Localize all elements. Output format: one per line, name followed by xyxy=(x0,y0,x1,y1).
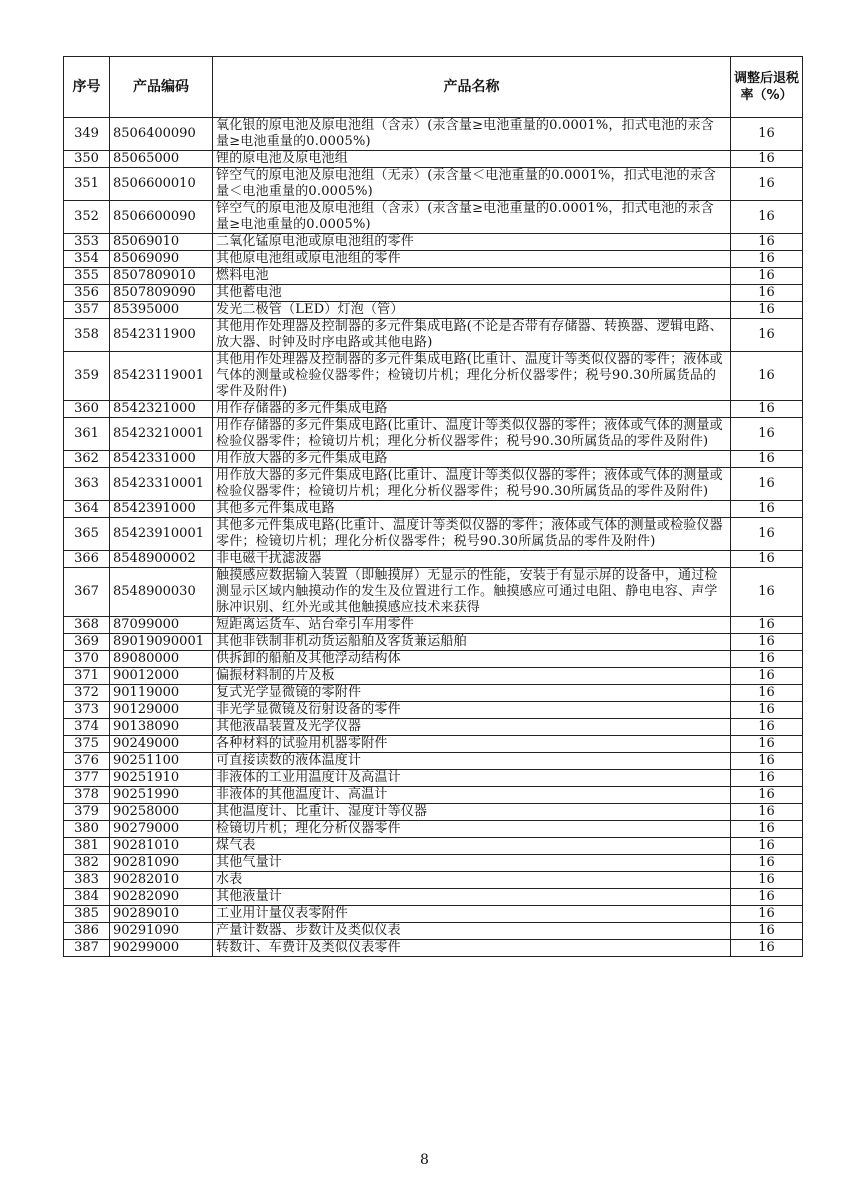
row-seq: 375 xyxy=(64,736,110,753)
row-rate: 16 xyxy=(731,352,803,401)
row-seq: 372 xyxy=(64,685,110,702)
row-name: 锌空气的原电池及原电池组（无汞）(汞含量＜电池重量的0.0001%，扣式电池的汞含量＜电池重量的0.0005%) xyxy=(213,168,731,201)
table-row xyxy=(64,268,803,285)
row-code: 90282090 xyxy=(110,889,213,906)
table-row xyxy=(64,702,803,719)
row-code: 90258000 xyxy=(110,804,213,821)
row-seq: 370 xyxy=(64,651,110,668)
row-rate: 16 xyxy=(731,821,803,838)
row-name: 水表 xyxy=(213,872,731,889)
table-row xyxy=(64,838,803,855)
row-rate: 16 xyxy=(731,702,803,719)
row-rate: 16 xyxy=(731,401,803,418)
row-seq: 354 xyxy=(64,251,110,268)
table-row xyxy=(64,501,803,518)
row-name: 其他用作处理器及控制器的多元件集成电路(不论是否带有存储器、转换器、逻辑电路、放大器、时钟及时序电路或其他电路) xyxy=(213,319,731,352)
row-name: 产量计数器、步数计及类似仪表 xyxy=(213,923,731,940)
row-rate: 16 xyxy=(731,719,803,736)
table-row xyxy=(64,518,803,551)
row-code: 8506400090 xyxy=(110,118,213,151)
row-rate: 16 xyxy=(731,889,803,906)
table-row xyxy=(64,872,803,889)
row-seq: 379 xyxy=(64,804,110,821)
row-code: 87099000 xyxy=(110,617,213,634)
row-rate: 16 xyxy=(731,551,803,568)
table-row xyxy=(64,234,803,251)
row-code: 85423910001 xyxy=(110,518,213,551)
table-row xyxy=(64,201,803,234)
row-rate: 16 xyxy=(731,268,803,285)
row-code: 90251100 xyxy=(110,753,213,770)
row-code: 8542331000 xyxy=(110,451,213,468)
header-rate: 调整后退税率（%） xyxy=(731,57,803,118)
row-code: 8548900030 xyxy=(110,568,213,617)
table-row xyxy=(64,418,803,451)
row-rate: 16 xyxy=(731,651,803,668)
row-code: 8542321000 xyxy=(110,401,213,418)
row-seq: 357 xyxy=(64,302,110,319)
row-code: 89019090001 xyxy=(110,634,213,651)
row-rate: 16 xyxy=(731,568,803,617)
row-name: 二氧化锰原电池或原电池组的零件 xyxy=(213,234,731,251)
row-rate: 16 xyxy=(731,668,803,685)
row-rate: 16 xyxy=(731,923,803,940)
row-code: 85395000 xyxy=(110,302,213,319)
table-row xyxy=(64,668,803,685)
row-name: 检镜切片机；理化分析仪器零件 xyxy=(213,821,731,838)
row-rate: 16 xyxy=(731,201,803,234)
row-name: 其他液晶装置及光学仪器 xyxy=(213,719,731,736)
row-name: 工业用计量仪表零附件 xyxy=(213,906,731,923)
table-row xyxy=(64,940,803,957)
row-name: 其他多元件集成电路 xyxy=(213,501,731,518)
table-row xyxy=(64,685,803,702)
row-rate: 16 xyxy=(731,872,803,889)
row-rate: 16 xyxy=(731,468,803,501)
row-code: 89080000 xyxy=(110,651,213,668)
row-name: 其他原电池组或原电池组的零件 xyxy=(213,251,731,268)
row-rate: 16 xyxy=(731,804,803,821)
row-rate: 16 xyxy=(731,151,803,168)
row-name: 燃料电池 xyxy=(213,268,731,285)
row-rate: 16 xyxy=(731,251,803,268)
row-name: 用作放大器的多元件集成电路(比重计、温度计等类似仪器的零件；液体或气体的测量或检验仪器零件；检镜切片机；理化分析仪器零件；税号90.30所属货品的零件及附件) xyxy=(213,468,731,501)
row-rate: 16 xyxy=(731,118,803,151)
header-name: 产品名称 xyxy=(213,57,731,118)
row-seq: 376 xyxy=(64,753,110,770)
header-seq: 序号 xyxy=(64,57,110,118)
row-seq: 371 xyxy=(64,668,110,685)
table-row xyxy=(64,551,803,568)
table-row xyxy=(64,719,803,736)
row-rate: 16 xyxy=(731,736,803,753)
row-code: 90012000 xyxy=(110,668,213,685)
row-name: 其他温度计、比重计、湿度计等仪器 xyxy=(213,804,731,821)
row-seq: 367 xyxy=(64,568,110,617)
table-row xyxy=(64,451,803,468)
row-rate: 16 xyxy=(731,770,803,787)
row-rate: 16 xyxy=(731,418,803,451)
table-row xyxy=(64,285,803,302)
row-code: 90251910 xyxy=(110,770,213,787)
row-seq: 382 xyxy=(64,855,110,872)
row-name: 短距离运货车、站台牵引车用零件 xyxy=(213,617,731,634)
row-rate: 16 xyxy=(731,906,803,923)
table-header-row xyxy=(64,57,803,118)
row-seq: 378 xyxy=(64,787,110,804)
row-rate: 16 xyxy=(731,617,803,634)
row-seq: 380 xyxy=(64,821,110,838)
row-code: 85423210001 xyxy=(110,418,213,451)
row-rate: 16 xyxy=(731,940,803,957)
tariff-table xyxy=(63,56,803,957)
row-rate: 16 xyxy=(731,753,803,770)
table-row xyxy=(64,736,803,753)
table-row xyxy=(64,118,803,151)
table-row xyxy=(64,468,803,501)
row-rate: 16 xyxy=(731,302,803,319)
row-name: 用作存储器的多元件集成电路(比重计、温度计等类似仪器的零件；液体或气体的测量或检验仪器零件；检镜切片机；理化分析仪器零件；税号90.30所属货品的零件及附件) xyxy=(213,418,731,451)
row-name: 非液体的其他温度计、高温计 xyxy=(213,787,731,804)
row-name: 非光学显微镜及衍射设备的零件 xyxy=(213,702,731,719)
row-name: 煤气表 xyxy=(213,838,731,855)
row-seq: 355 xyxy=(64,268,110,285)
table-row xyxy=(64,889,803,906)
row-seq: 368 xyxy=(64,617,110,634)
table-row xyxy=(64,804,803,821)
row-code: 90282010 xyxy=(110,872,213,889)
row-name: 各种材料的试验用机器零附件 xyxy=(213,736,731,753)
row-rate: 16 xyxy=(731,319,803,352)
row-rate: 16 xyxy=(731,285,803,302)
row-seq: 386 xyxy=(64,923,110,940)
table-row xyxy=(64,151,803,168)
row-name: 复式光学显微镜的零附件 xyxy=(213,685,731,702)
row-seq: 373 xyxy=(64,702,110,719)
table-row xyxy=(64,923,803,940)
row-seq: 360 xyxy=(64,401,110,418)
row-code: 8507809090 xyxy=(110,285,213,302)
row-seq: 361 xyxy=(64,418,110,451)
row-code: 85069010 xyxy=(110,234,213,251)
table-row xyxy=(64,401,803,418)
row-seq: 369 xyxy=(64,634,110,651)
row-code: 8506600010 xyxy=(110,168,213,201)
table-row xyxy=(64,770,803,787)
row-name: 非电磁干扰滤波器 xyxy=(213,551,731,568)
row-name: 触摸感应数据输入装置（即触摸屏）无显示的性能，安装于有显示屏的设备中，通过检测显示区域内触摸动作的发生及位置进行工作。触摸感应可通过电阻、静电电容、声学脉冲识别、红外光或其他触摸感应技术来获得 xyxy=(213,568,731,617)
row-rate: 16 xyxy=(731,838,803,855)
table-row xyxy=(64,753,803,770)
page-number: 8 xyxy=(420,1152,429,1168)
row-name: 用作存储器的多元件集成电路 xyxy=(213,401,731,418)
row-seq: 351 xyxy=(64,168,110,201)
row-code: 8542311900 xyxy=(110,319,213,352)
row-seq: 366 xyxy=(64,551,110,568)
table-row xyxy=(64,634,803,651)
row-name: 其他非铁制非机动货运船舶及客货兼运船舶 xyxy=(213,634,731,651)
row-rate: 16 xyxy=(731,855,803,872)
row-name: 发光二极管（LED）灯泡（管） xyxy=(213,302,731,319)
row-code: 90299000 xyxy=(110,940,213,957)
table-row xyxy=(64,787,803,804)
row-name: 其他蓄电池 xyxy=(213,285,731,302)
row-seq: 364 xyxy=(64,501,110,518)
row-seq: 359 xyxy=(64,352,110,401)
row-name: 锌空气的原电池及原电池组（含汞）(汞含量≥电池重量的0.0001%，扣式电池的汞含量≥电池重量的0.0005%) xyxy=(213,201,731,234)
table-row xyxy=(64,319,803,352)
row-name: 其他液量计 xyxy=(213,889,731,906)
row-code: 8548900002 xyxy=(110,551,213,568)
row-rate: 16 xyxy=(731,451,803,468)
row-seq: 350 xyxy=(64,151,110,168)
row-code: 85423119001 xyxy=(110,352,213,401)
row-code: 90291090 xyxy=(110,923,213,940)
row-code: 90138090 xyxy=(110,719,213,736)
row-seq: 363 xyxy=(64,468,110,501)
row-name: 偏振材料制的片及板 xyxy=(213,668,731,685)
table-row xyxy=(64,168,803,201)
row-seq: 349 xyxy=(64,118,110,151)
table-row xyxy=(64,821,803,838)
row-code: 90281010 xyxy=(110,838,213,855)
row-seq: 385 xyxy=(64,906,110,923)
row-seq: 377 xyxy=(64,770,110,787)
row-seq: 352 xyxy=(64,201,110,234)
table-row xyxy=(64,251,803,268)
row-seq: 362 xyxy=(64,451,110,468)
table-body xyxy=(64,118,803,957)
table-row xyxy=(64,568,803,617)
row-name: 氧化银的原电池及原电池组（含汞）(汞含量≥电池重量的0.0001%，扣式电池的汞含量≥电池重量的0.0005%) xyxy=(213,118,731,151)
row-code: 90119000 xyxy=(110,685,213,702)
row-code: 90281090 xyxy=(110,855,213,872)
row-name: 转数计、车费计及类似仪表零件 xyxy=(213,940,731,957)
row-name: 可直接读数的液体温度计 xyxy=(213,753,731,770)
row-rate: 16 xyxy=(731,168,803,201)
row-code: 90289010 xyxy=(110,906,213,923)
row-seq: 356 xyxy=(64,285,110,302)
row-code: 85065000 xyxy=(110,151,213,168)
row-seq: 353 xyxy=(64,234,110,251)
table-row xyxy=(64,651,803,668)
row-code: 90249000 xyxy=(110,736,213,753)
row-code: 8507809010 xyxy=(110,268,213,285)
header-code: 产品编码 xyxy=(110,57,213,118)
row-rate: 16 xyxy=(731,685,803,702)
row-seq: 383 xyxy=(64,872,110,889)
row-rate: 16 xyxy=(731,518,803,551)
row-seq: 381 xyxy=(64,838,110,855)
row-seq: 374 xyxy=(64,719,110,736)
table-row xyxy=(64,302,803,319)
table-row xyxy=(64,906,803,923)
row-code: 90251990 xyxy=(110,787,213,804)
row-code: 85423310001 xyxy=(110,468,213,501)
row-code: 8542391000 xyxy=(110,501,213,518)
row-rate: 16 xyxy=(731,501,803,518)
row-code: 8506600090 xyxy=(110,201,213,234)
table-row xyxy=(64,855,803,872)
row-name: 其他用作处理器及控制器的多元件集成电路(比重计、温度计等类似仪器的零件；液体或气体的测量或检验仪器零件；检镜切片机；理化分析仪器零件；税号90.30所属货品的零件及附件) xyxy=(213,352,731,401)
row-seq: 387 xyxy=(64,940,110,957)
row-seq: 365 xyxy=(64,518,110,551)
row-rate: 16 xyxy=(731,234,803,251)
row-code: 85069090 xyxy=(110,251,213,268)
row-name: 用作放大器的多元件集成电路 xyxy=(213,451,731,468)
row-seq: 358 xyxy=(64,319,110,352)
row-name: 非液体的工业用温度计及高温计 xyxy=(213,770,731,787)
table-row xyxy=(64,617,803,634)
row-rate: 16 xyxy=(731,634,803,651)
row-name: 其他气量计 xyxy=(213,855,731,872)
row-name: 锂的原电池及原电池组 xyxy=(213,151,731,168)
row-name: 其他多元件集成电路(比重计、温度计等类似仪器的零件；液体或气体的测量或检验仪器零件；检镜切片机；理化分析仪器零件；税号90.30所属货品的零件及附件) xyxy=(213,518,731,551)
row-rate: 16 xyxy=(731,787,803,804)
row-code: 90279000 xyxy=(110,821,213,838)
row-code: 90129000 xyxy=(110,702,213,719)
row-name: 供拆卸的船舶及其他浮动结构体 xyxy=(213,651,731,668)
row-seq: 384 xyxy=(64,889,110,906)
table-row xyxy=(64,352,803,401)
